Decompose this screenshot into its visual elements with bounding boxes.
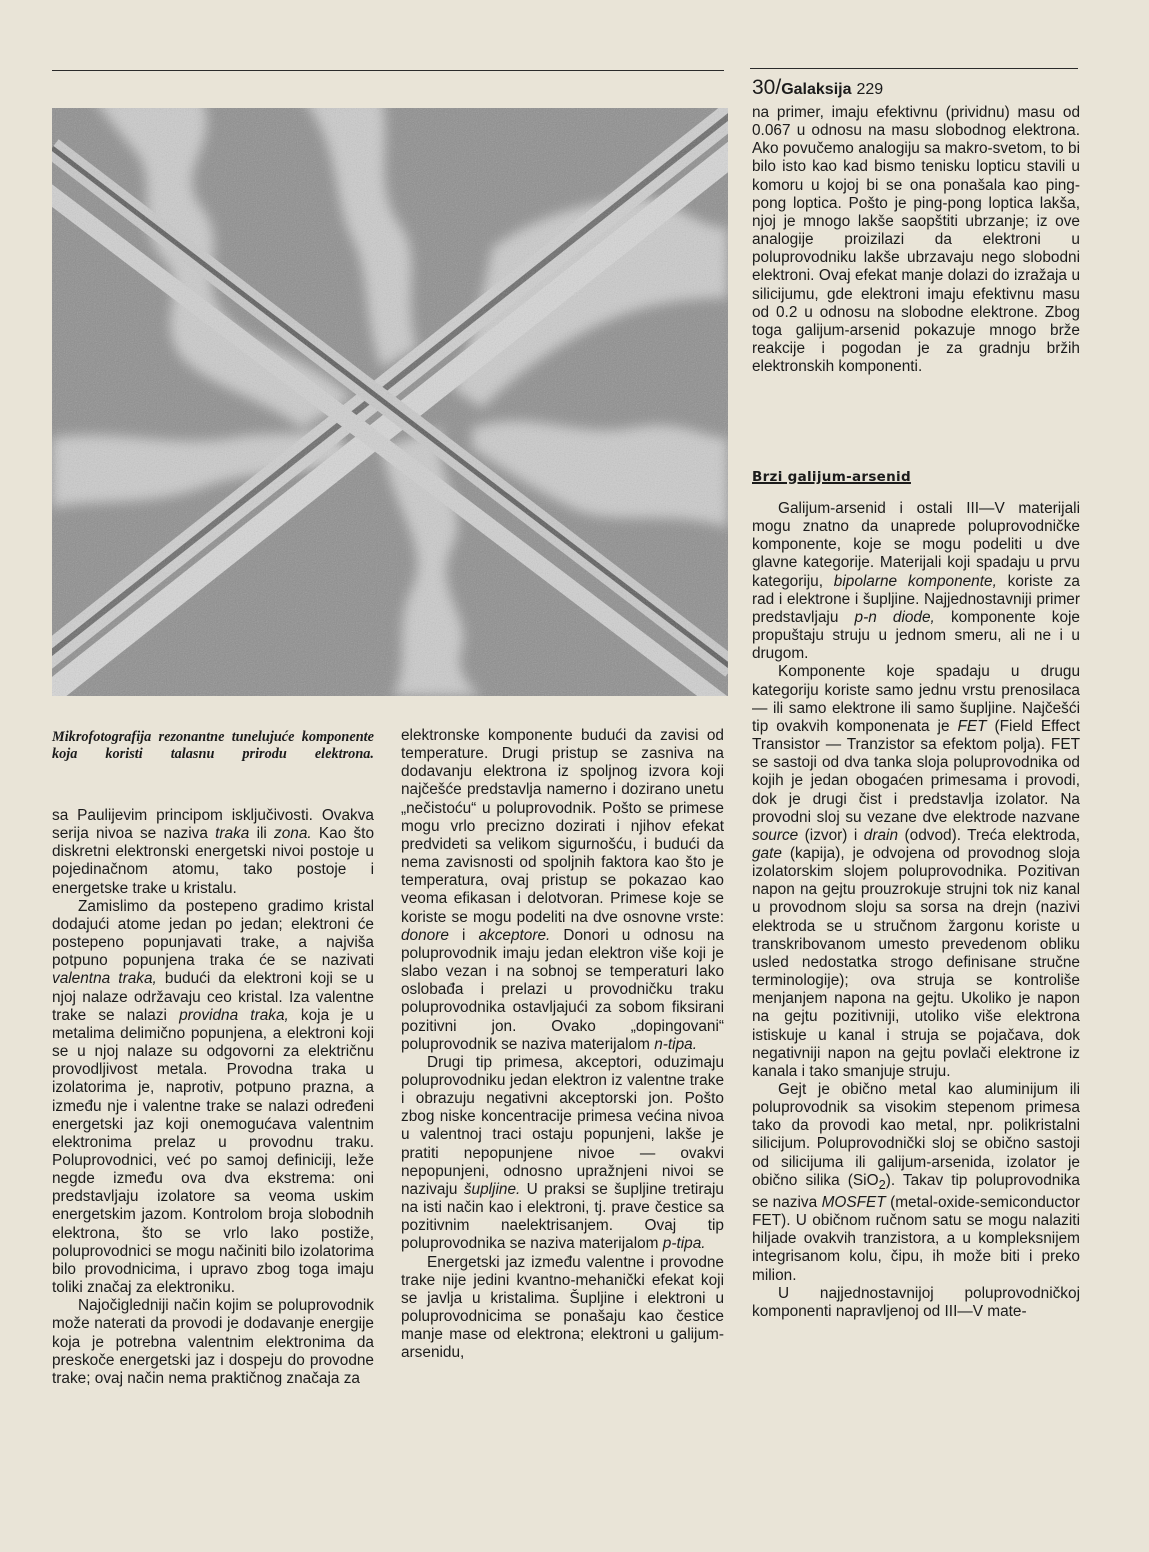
micrograph-figure [52,108,728,696]
paragraph: U najjednostavnijoj poluprovodničkoj komponenti napravljenoj od III—V mate- [752,1284,1080,1320]
micrograph-image [52,108,728,696]
paragraph: Energetski jaz između valentne i provodne trake nije jedini kvantno-mehanički efekat koji se javlja u kristalima. Šupljine i elektroni u poluprovodnicima se ponašaju kao čestice manje mase od elektrona; elektroni u galijum-arsenidu, [401,1253,724,1362]
issue-number: 30/ [752,76,782,99]
paragraph: Komponente koje spadaju u drugu kategoriju koriste samo jednu vrstu prenosilaca — ili samo elektrone ili samo šupljine. Najčešći tip ovakvih komponenata je FET (Field Effect Transistor — Tranzistor sa efektom polja). FET se sastoji od dva tanka sloja poluprovodnika od kojih je jedan obogaćen primesama i provodi, dok je drugi čist i predstavlja izolator. Na provodni sloj su vezane dve elektrode nazvane source (izvor) i drain (odvod). Treća elektroda, gate (kapija), je odvojena od provodnog sloja izolatorskim slojem poluprovodnika. Pozitivan napon na gejtu prouzrokuje strujni tok niz kanal u provodnom sloju sa sorsa na drejn (nazivi elektroda se u stručnom žargonu koriste u transkribovanom umesto prevedenom obliku usled nedostatka strogo definisane stručne terminologije); ova struja se kontroliše menjanjem napona na gejtu. Ukoliko je napon na gejtu pozitivniji, utoliko više elektrona istiskuje u kanal i struja se pojačava, dok negativniji napon na gejtu povlači elektrone iz kanala i tako smanjuje struju. [752,663,1080,1080]
paragraph: Galijum-arsenid i ostali III—V materijali mogu znatno da unaprede poluprovodničke komponente, koje se mogu podeliti u dve glavne kategorije. Materijali koji spadaju u prvu kategoriju, bipolarne komponente, koriste za rad i elektrone i šupljine. Najjednostavniji primer predstavljaju p-n diode, komponente koje propuštaju struju u jednom smeru, ali ne i u drugom. [752,500,1080,663]
paragraph: Zamislimo da postepeno gradimo kristal dodajući atome jedan po jedan; elektroni će postepeno popunjavati trake, a najviša potpuno popunjena traka će se nazivati valentna traka, budući da elektroni koji se u njoj nalaze održavaju ceo kristal. Iza valentne trake se nalazi providna traka, koja je u metalima delimično popunjena, a elektroni koji se u njoj nalaze su odgovorni za električnu provodljivost metala. Provodna traka u izolatorima je, naprotiv, potpuno prazna, a između nje i valentne trake se nalazi određeni energetski jaz koji onemogućava valentnim elektronima prelaz u provodnu traku. Poluprovodnici, već po samoj definiciji, leže negde između ova dva ekstrema: oni predstavljaju izolatore sa veoma uskim energetskim jazom. Kontrolom broja slobodnih elektrona, što se vrlo lako postiže, poluprovodnici se mogu načiniti bilo izolatorima bilo provodnicima, i upravo zbog toga imaju toliki značaj za elektroniku. [52,897,374,1297]
paragraph: Drugi tip primesa, akceptori, oduzimaju poluprovodniku jedan elektron iz valentne trake i obrazuju negativni akceptorski jon. Pošto zbog niske koncentracije primesa većina nivoa u valentnoj traci ostaju popunjeni, lakše je pratiti nepopunjene nivoe — ovakvi nepopunjeni, odnosno upražnjeni nivoi se nazivaju šupljine. U praksi se šupljine tretiraju na isti način kao i elektroni, tj. prave čestice sa pozitivnim naelektrisanjem. Ovaj tip poluprovodnika se naziva materijalom p-tipa. [401,1053,724,1253]
page-header [752,76,883,100]
header-rule-left [52,70,724,71]
page-number: 229 [856,81,884,98]
section-subheading: Brzi galijum-arsenid [752,469,911,485]
paragraph: na primer, imaju efektivnu (prividnu) masu od 0.067 u odnosu na masu slobodnog elektrona. Ako povučemo analogiju sa makro-svetom, to bi bilo isto kao kad bismo tenisku lopticu stavili u komoru u kojoj bi se ona ponašala kao ping-pong loptica. Pošto je ping-pong loptica lakša, njoj je mnogo lakše saopštiti ubrzanje; iz ove analogije proizilazi da elektroni u poluprovodniku lakše ubrzavaju nego slobodni elektroni. Ovaj efekat manje dolazi do izražaja u silicijumu, gde elektroni imaju efektivnu masu od 0.2 u odnosu na slobodne elektrone. Zbog toga galijum-arsenid pokazuje mnogo brže reakcije i pogodan je za gradnju bržih elektronskih komponenti. [752,104,1080,376]
article-column-3-top [752,104,1080,376]
header-rule-right [750,68,1078,69]
magazine-name: Galaksija [781,81,852,98]
paragraph: sa Paulijevim principom isključivosti. Ovakva serija nivoa se naziva traka ili zona. Kao što diskretni elektronski energetski nivoi postoje u pojedinačnom atomu, tako postoje i energetske trake u kristalu. [52,807,375,897]
paragraph: Gejt je obično metal kao aluminijum ili poluprovodnik sa visokim stepenom primesa tako da provodi kao metal, npr. polikristalni silicijum. Poluprovodnički sloj se obično sastoji od silicijuma ili galijum-arsenida, izolator je obično silika (SiO$_2$). Takav tip poluprovodnika se naziva MOSFET (metal-oxide-semiconductor FET). U običnom ručnom satu se mogu nalaziti hiljade ovakvih tranzistora, a u kompleksnijem integrisanom kolu, čipu, ih može biti i preko milion. [752,1081,1080,1284]
article-column-2 [401,727,724,1362]
article-column-1 [52,807,374,1388]
paragraph: Najočigledniji način kojim se poluprovodnik može naterati da provodi je dodavanje energije koja je potrebna valentnim elektronima da preskoče energetski jaz i dospeju do provodne trake; ovaj način nema praktičnog značaja za [52,1297,374,1387]
paragraph: elektronske komponente budući da zavisi od temperature. Drugi pristup se zasniva na dodavanju elektrona iz spoljnog izvora koji najčešće predstavlja namerno i dozirano unetu „nečistoću“ u poluprovodnik. Pošto se primese mogu vrlo precizno dozirati i njihov efekat predvideti sa velikom sigurnošću, i budući da nema zavisnosti od spoljnih faktora kao što je temperatura, ovaj pristup se pokazao kao veoma efikasan i delotvoran. Primese koje se koriste se mogu podeliti na dve osnovne vrste: donore i akceptore. Donori u odnosu na poluprovodnik imaju jedan elektron više koji je slabo vezan i na sobnoj se temperaturi lako oslobađa i prelazi u provodničku traku poluprovodnika ostavljajući za sobom fiksirani pozitivni jon. Ovako „dopingovani“ poluprovodnik se naziva materijalom n-tipa. [401,727,724,1053]
article-column-3-bottom [752,500,1080,1321]
figure-caption: Mikrofotografija rezonantne tunelujuće komponente koja koristi talasnu prirodu elektrona. [52,729,374,763]
